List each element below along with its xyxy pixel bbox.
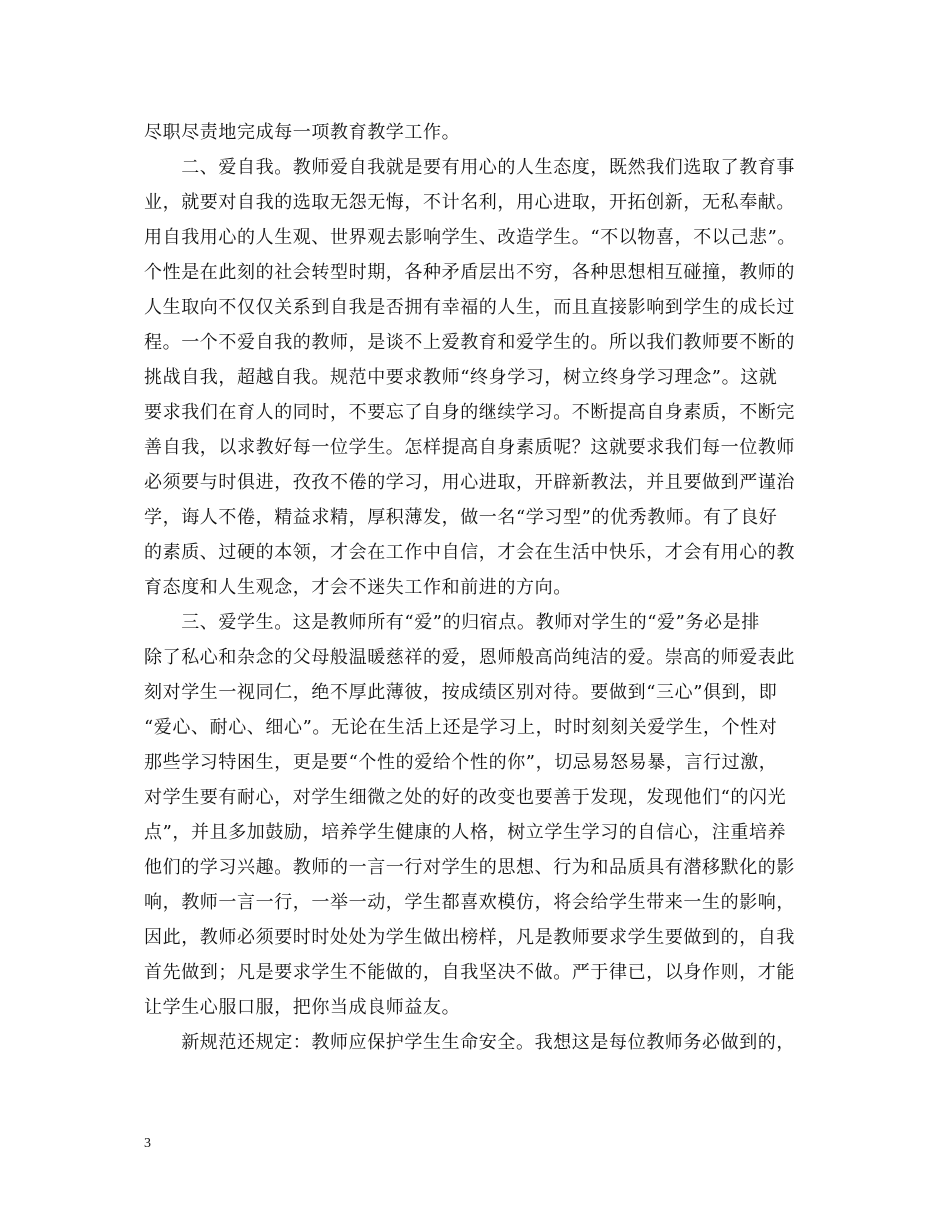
text-line: 点”，并且多加鼓励，培养学生健康的人格，树立学生学习的自信心，注重培养 xyxy=(144,822,787,843)
text-line: 响，教师一言一行，一举一动，学生都喜欢模仿，将会给学生带来一生的影响， xyxy=(144,892,795,913)
text-line: 育态度和人生观念，才会不迷失工作和前进的方向。 xyxy=(144,577,572,598)
text-line: 因此，教师必须要时时处处为学生做出榜样，凡是教师要求学生要做到的，自我 xyxy=(144,927,795,948)
text-line: 让学生心服口服，把你当成良师益友。 xyxy=(144,997,461,1018)
page-number: 3 xyxy=(144,1136,151,1151)
text-line: 必须要与时俱进，孜孜不倦的学习，用心进取，开辟新教法，并且要做到严谨治 xyxy=(144,472,795,493)
text-line: 对学生要有耐心，对学生细微之处的好的改变也要善于发现，发现他们“的闪光 xyxy=(144,787,787,808)
text-line: 挑战自我，超越自我。规范中要求教师“终身学习，树立终身学习理念”。这就 xyxy=(144,367,778,388)
text-line: 二、爱自我。教师爱自我就是要有用心的人生态度，既然我们选取了教育事 xyxy=(144,157,795,178)
text-line: 程。一个不爱自我的教师，是谈不上爱教育和爱学生的。所以我们教师要不断的 xyxy=(144,332,795,353)
text-line: 要求我们在育人的同时，不要忘了自身的继续学习。不断提高自身素质，不断完 xyxy=(144,402,795,423)
text-line: 的素质、过硬的本领，才会在工作中自信，才会在生活中快乐，才会有用心的教 xyxy=(144,542,795,563)
text-line: 个性是在此刻的社会转型时期，各种矛盾层出不穷，各种思想相互碰撞，教师的 xyxy=(144,262,795,283)
text-line: “爱心、耐心、细心”。无论在生活上还是学习上，时时刻刻关爱学生，个性对 xyxy=(144,717,778,738)
text-line: 善自我，以求教好每一位学生。怎样提高自身素质呢？这就要求我们每一位教师 xyxy=(144,437,795,458)
text-line: 那些学习特困生，更是要“个性的爱给个性的你”，切忌易怒易暴，言行过激， xyxy=(144,752,778,773)
text-line: 人生取向不仅仅关系到自我是否拥有幸福的人生，而且直接影响到学生的成长过 xyxy=(144,297,795,318)
text-line: 学，诲人不倦，精益求精，厚积薄发，做一名“学习型”的优秀教师。有了良好 xyxy=(144,507,778,528)
text-line: 刻对学生一视同仁，绝不厚此薄彼，按成绩区别对待。要做到“三心”俱到，即 xyxy=(144,682,778,703)
text-line: 首先做到；凡是要求学生不能做的，自我坚决不做。严于律已，以身作则，才能 xyxy=(144,962,795,983)
text-line: 除了私心和杂念的父母般温暖慈祥的爱，恩师般高尚纯洁的爱。崇高的师爱表此 xyxy=(144,647,795,668)
text-line: 三、爱学生。这是教师所有“爱”的归宿点。教师对学生的“爱”务必是排 xyxy=(144,612,760,633)
text-line: 尽职尽责地完成每一项教育教学工作。 xyxy=(144,122,461,143)
text-line: 他们的学习兴趣。教师的一言一行对学生的思想、行为和品质具有潜移默化的影 xyxy=(144,857,795,878)
text-line: 业，就要对自我的选取无怨无悔，不计名利，用心进取，开拓创新，无私奉献。 xyxy=(144,192,795,213)
text-line: 用自我用心的人生观、世界观去影响学生、改造学生。“不以物喜，不以己悲”。 xyxy=(144,227,797,248)
text-line: 新规范还规定：教师应保护学生生命安全。我想这是每位教师务必做到的， xyxy=(144,1032,795,1053)
